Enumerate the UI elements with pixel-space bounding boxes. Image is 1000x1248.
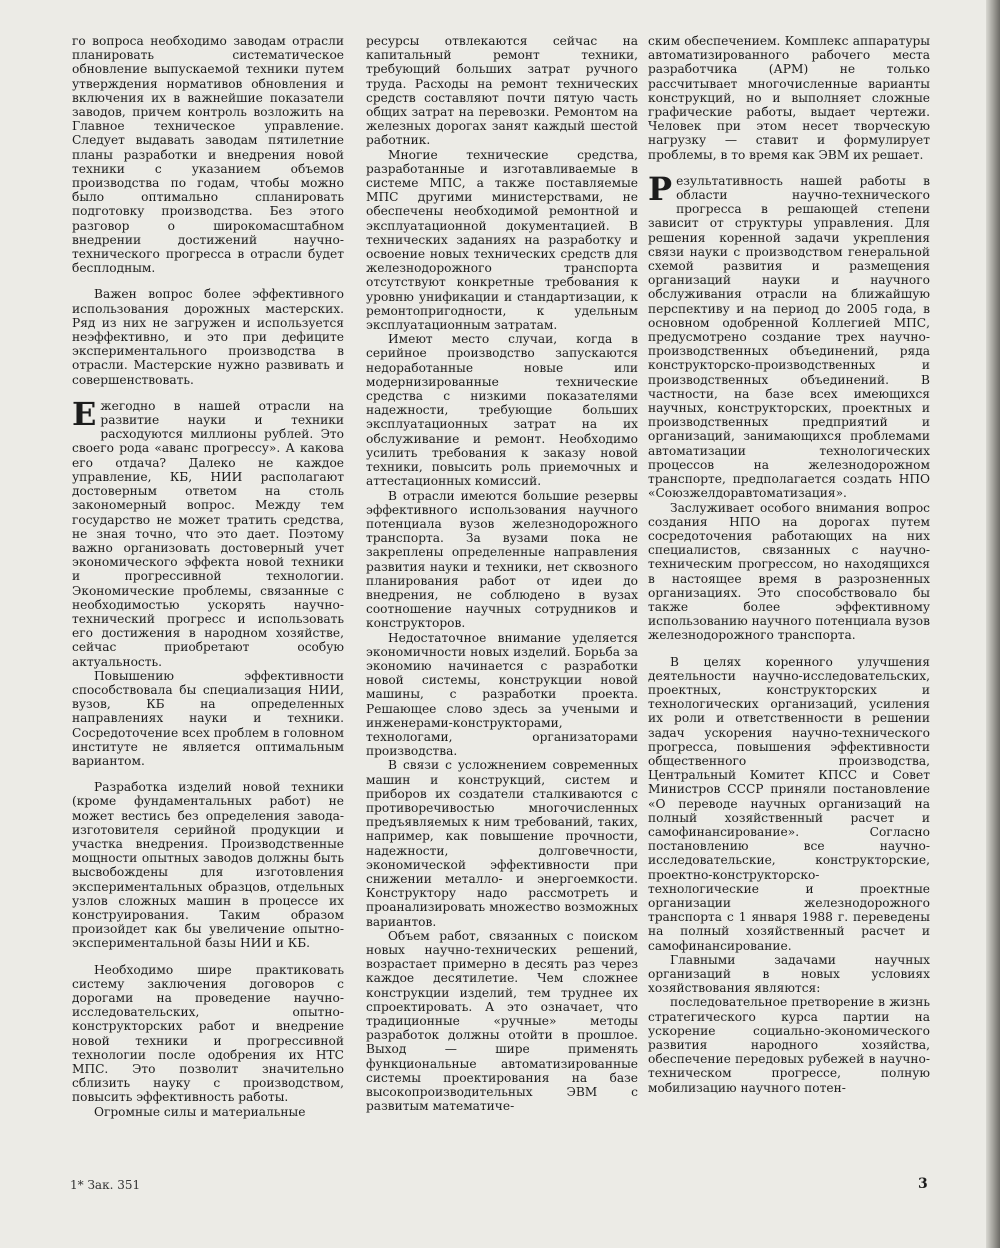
paragraph: В отрасли имеются большие резервы эффективного использования научного потенциала вузов железнодорожного транспорта. За вузами пока не закреплены определенные направления развития науки и техники, нет сквозного планирования работ от идеи до внедрения, не соблюдено в вузах соотношение научных сотрудников и конструкторов. [366,488,638,631]
paragraph: Объем работ, связанных с поиском новых научно-технических решений, возрастает примерно в десять раз через каждое десятилетие. Чем сложнее конструкции изделий, тем труднее их спроектировать. А это означает, что традиционные «ручные» методы разработок должны отойти в прошлое. Выход — шире применять функциональные автоматизированные системы проектирования на базе высокопроизводительных ЭВМ с развитым математиче- [366,928,638,1114]
text-column-1 [72,34,344,1119]
paragraph: последовательное претворение в жизнь стратегического курса партии на ускорение социально-экономического развития народного хозяйства, обеспечение передовых рубежей в научно-техническом прогрессе, полную мобилизацию научного потен- [648,995,930,1095]
print-order-note: 1* Зак. 351 [70,1178,141,1192]
paragraph: Имеют место случаи, когда в серийное производство запускаются недоработанные новые или модернизированные технические средства с низкими показателями надежности, требующие больших эксплуатационных затрат на их обслуживание и ремонт. Необходимо усилить требования к заказу новой техники, повысить роль приемочных и аттестационных комиссий. [366,332,638,489]
page-number: 3 [918,1176,928,1192]
paragraph: Многие технические средства, разработанные и изготавливаемые в системе МПС, а также поставляемые МПС другими министерствами, не обеспечены необходимой ремонтной и эксплуатационной документацией. В технических заданиях на разработку и освоение новых технических средств для железнодорожного транспорта отсутствуют конкретные требования к уровню унификации и стандартизации, к ремонтопригодности, к удельным эксплуатационным затратам. [366,147,638,333]
text-column-2 [366,34,638,1113]
paragraph: В целях коренного улучшения деятельности научно-исследовательских, проектных, конструкторских и технологических организаций, усиления их роли и ответственности в решении задач ускорения научно-технического прогресса, повышения эффективности общественного производства, Центральный Комитет КПСС и Совет Министров СССР приняли постановление «О переводе научных организаций на полный хозяйственный расчет и самофинансирование». Согласно постановлению все научно-исследовательские, конструкторские, проектно-конструкторско-технологические и проектные организации железнодорожного транспорта с 1 января 1988 г. переведены на полный хозяйственный расчет и самофинансирование. [648,654,930,953]
text-column-3 [648,34,930,1095]
paragraph: В связи с усложнением современных машин и конструкций, систем и приборов их создатели сталкиваются с противоречивостью многочисленных предъявляемых к ним требований, таких, например, как повышение прочности, надежности, долговечности, экономической эффективности при снижении металло- и энергоемкости. Конструктору надо рассмотреть и проанализировать множество возможных вариантов. [366,758,638,929]
paragraph: Разработка изделий новой техники (кроме фундаментальных работ) не может вестись без определения завода-изготовителя серийной продукции и участка внедрения. Производственные мощности опытных заводов должны быть высвобождены для изготовления экспериментальных образцов, отдельных узлов сложных машин в процессе их конструирования. Таким образом произойдет как бы увеличение опытно-экспериментальной базы НИИ и КБ. [72,780,344,951]
paragraph-dropcap: Ежегодно в нашей отрасли на развитие науки и техники расходуются миллионы рублей. Это своего рода «аванс прогрессу». А какова его отдача? Далеко не каждое управление, КБ, НИИ располагают достоверным ответом на столь закономерный вопрос. Между тем государство не может тратить средства, не зная точно, что это дает. Поэтому важно организовать достоверный учет экономического эффекта новой техники и прогрессивной технологии. Экономические проблемы, связанные с необходимостью ускорять научно-технический прогресс и использовать его достижения в народном хозяйстве, сейчас приобретают особую актуальность. [72,394,344,669]
paragraph: ресурсы отвлекаются сейчас на капитальный ремонт техники, требующий больших затрат ручного труда. Расходы на ремонт технических средств составляют почти пятую часть общих затрат на перевозки. Ремонтом на железных дорогах занят каждый шестой работник. [366,34,638,148]
paragraph: Важен вопрос более эффективного использования дорожных мастерских. Ряд из них не загружен и используется неэффективно, и это при дефиците экспериментального производства в отрасли. Мастерские нужно развивать и совершенствовать. [72,287,344,387]
paragraph: Необходимо шире практиковать систему заключения договоров с дорогами на проведение научно-исследовательских, опытно-конструкторских работ и внедрение новой техники и прогрессивной технологии после одобрения их НТС МПС. Это позволит значительно сблизить науку с производством, повысить эффективность работы. [72,962,344,1105]
paragraph: Заслуживает особого внимания вопрос создания НПО на дорогах путем сосредоточения работающих на них специалистов, связанных с научно-техническим прогрессом, но находящихся в настоящее время в разрозненных организациях. Это способствовало бы также более эффективному использованию научного потенциала вузов железнодорожного транспорта. [648,500,930,643]
paragraph: ским обеспечением. Комплекс аппаратуры автоматизированного рабочего места разработчика (АРМ) не только рассчитывает многочисленные варианты конструкций, но и выполняет сложные графические работы, выдает чертежи. Человек при этом несет творческую нагрузку — ставит и формулирует проблемы, в то время как ЭВМ их решает. [648,34,930,162]
page-edge-shadow [986,0,1000,1248]
paragraph: Недостаточное внимание уделяется экономичности новых изделий. Борьба за экономию начинается с разработки новой системы, конструкции новой машины, с разработки проекта. Решающее слово здесь за учеными и инженерами-конструкторами, технологами, организаторами производства. [366,630,638,759]
paragraph: Главными задачами научных организаций в новых условиях хозяйствования являются: [648,952,930,996]
paragraph: Повышению эффективности способствовала бы специализация НИИ, вузов, КБ на определенных направлениях науки и техники. Сосредоточение всех проблем в головном институте не является оптимальным вариантом. [72,668,344,768]
magazine-page [60,34,960,1204]
paragraph-dropcap: Результативность нашей работы в области научно-технического прогресса в решающей степени зависит от структуры управления. Для решения коренной задачи укрепления связи науки с производством генеральной схемой развития и размещения организаций науки и научного обслуживания отрасли на ближайшую перспективу и на период до 2005 года, в основном одобренной Коллегией МПС, предусмотрено создание трех научно-производственных объединений, ряда конструкторско-производственных и производственных объединений. В частности, на базе всех имеющихся научных, конструкторских, проектных и производственных предприятий и организаций, занимающихся проблемами автоматизации технологических процессов на железнодорожном транспорте, предполагается создать НПО «Союзжелдоравтоматизация». [648,169,930,501]
paragraph: го вопроса необходимо заводам отрасли планировать систематическое обновление выпускаемой техники путем утверждения нормативов обновления и включения их в важнейшие показатели заводов, причем контроль возложить на Главное техническое управление. Следует выдавать заводам пятилетние планы разработки и внедрения новой техники с указанием объемов производства по годам, чтобы можно было оптимально спланировать подготовку производства. Без этого разговор о широкомасштабном внедрении достижений научно-технического прогресса в отрасли будет бесплодным. [72,34,344,276]
paragraph: Огромные силы и материальные [94,1104,306,1119]
